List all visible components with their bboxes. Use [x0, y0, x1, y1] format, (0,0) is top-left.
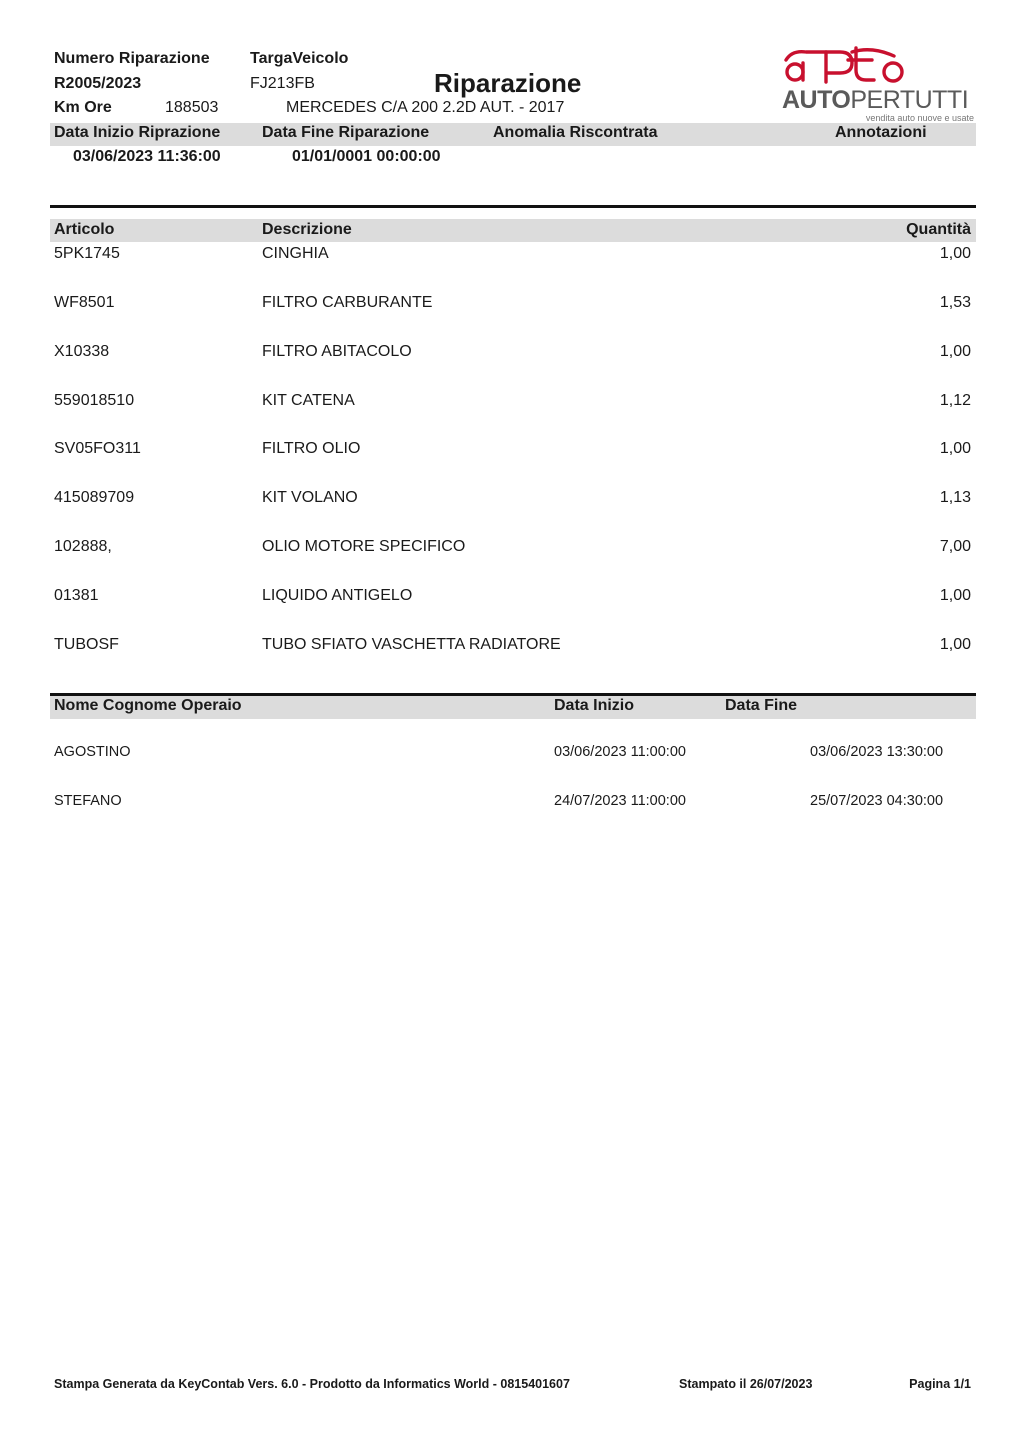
worker-start: 24/07/2023 11:00:00 — [554, 793, 686, 809]
table-row — [50, 440, 976, 462]
logo-auto-text: AUTO — [782, 86, 851, 114]
footer-print-date: Stampato il 26/07/2023 — [679, 1377, 813, 1391]
km-ore-label: Km Ore — [54, 99, 112, 116]
numero-riparazione-value: R2005/2023 — [54, 75, 142, 92]
article-code: X10338 — [54, 343, 110, 360]
article-description: TUBO SFIATO VASCHETTA RADIATORE — [262, 636, 561, 653]
logo-pertutti-text: PERTUTTI — [850, 86, 969, 114]
article-quantity: 1,13 — [939, 489, 971, 506]
article-quantity: 1,12 — [939, 392, 971, 409]
col-worker-data-inizio: Data Inizio — [554, 697, 635, 714]
article-code: 415089709 — [54, 489, 135, 506]
col-nome-operaio: Nome Cognome Operaio — [54, 697, 242, 714]
table-row — [50, 245, 976, 267]
footer-page-number: Pagina 1/1 — [909, 1377, 971, 1391]
article-description: LIQUIDO ANTIGELO — [262, 587, 413, 604]
col-worker-data-fine: Data Fine — [725, 697, 798, 714]
footer-generated-by: Stampa Generata da KeyContab Vers. 6.0 - Prodotto da Informatics World - 0815401607 — [54, 1377, 570, 1391]
article-description: KIT CATENA — [262, 392, 355, 409]
worker-start: 03/06/2023 11:00:00 — [554, 744, 686, 760]
page-title: Riparazione — [434, 68, 582, 98]
table-row — [50, 294, 976, 316]
worker-name: STEFANO — [54, 793, 122, 809]
col-descrizione: Descrizione — [262, 221, 352, 238]
table-row — [50, 489, 976, 511]
article-description: KIT VOLANO — [262, 489, 358, 506]
company-logo — [780, 44, 976, 124]
vehicle-description: MERCEDES C/A 200 2.2D AUT. - 2017 — [286, 99, 565, 116]
article-code: 559018510 — [54, 392, 135, 409]
col-data-inizio: Data Inizio Riprazione — [54, 124, 221, 141]
table-row — [50, 392, 976, 414]
targa-veicolo-label: TargaVeicolo — [250, 50, 349, 67]
col-articolo: Articolo — [54, 221, 115, 238]
article-code: TUBOSF — [54, 636, 119, 653]
article-code: 102888, — [54, 538, 112, 555]
numero-riparazione-label: Numero Riparazione — [54, 50, 210, 67]
article-quantity: 1,00 — [939, 587, 971, 604]
worker-name: AGOSTINO — [54, 744, 131, 760]
worker-end: 03/06/2023 13:30:00 — [810, 744, 944, 760]
col-data-fine: Data Fine Riparazione — [262, 124, 430, 141]
col-annotazioni: Annotazioni — [835, 124, 927, 141]
article-description: CINGHIA — [262, 245, 329, 262]
table-row — [50, 636, 976, 658]
articles-header-band — [50, 219, 976, 242]
car-logo-icon — [782, 46, 912, 88]
article-code: 5PK1745 — [54, 245, 120, 262]
data-inizio-value: 03/06/2023 11:36:00 — [73, 148, 221, 165]
article-quantity: 1,00 — [939, 636, 971, 653]
article-code: SV05FO311 — [54, 440, 141, 457]
logo-wordmark — [782, 86, 968, 115]
targa-veicolo-value: FJ213FB — [250, 75, 315, 92]
table-row — [50, 587, 976, 609]
article-description: OLIO MOTORE SPECIFICO — [262, 538, 466, 555]
table-row — [50, 343, 976, 365]
article-quantity: 1,00 — [939, 440, 971, 457]
article-quantity: 7,00 — [939, 538, 971, 555]
article-quantity: 1,53 — [939, 294, 971, 311]
article-quantity: 1,00 — [939, 245, 971, 262]
table-row — [50, 538, 976, 560]
article-description: FILTRO OLIO — [262, 440, 361, 457]
worker-end: 25/07/2023 04:30:00 — [810, 793, 944, 809]
list-item — [50, 793, 976, 813]
list-item — [50, 744, 976, 764]
article-code: WF8501 — [54, 294, 115, 311]
article-quantity: 1,00 — [939, 343, 971, 360]
col-anomalia: Anomalia Riscontrata — [493, 124, 658, 141]
article-description: FILTRO CARBURANTE — [262, 294, 433, 311]
data-fine-value: 01/01/0001 00:00:00 — [292, 148, 441, 165]
article-description: FILTRO ABITACOLO — [262, 343, 412, 360]
articles-top-rule — [50, 205, 976, 208]
km-ore-value: 188503 — [165, 99, 219, 116]
logo-tagline: vendita auto nuove e usate — [865, 113, 974, 123]
col-quantita: Quantità — [906, 221, 971, 238]
article-code: 01381 — [54, 587, 99, 604]
